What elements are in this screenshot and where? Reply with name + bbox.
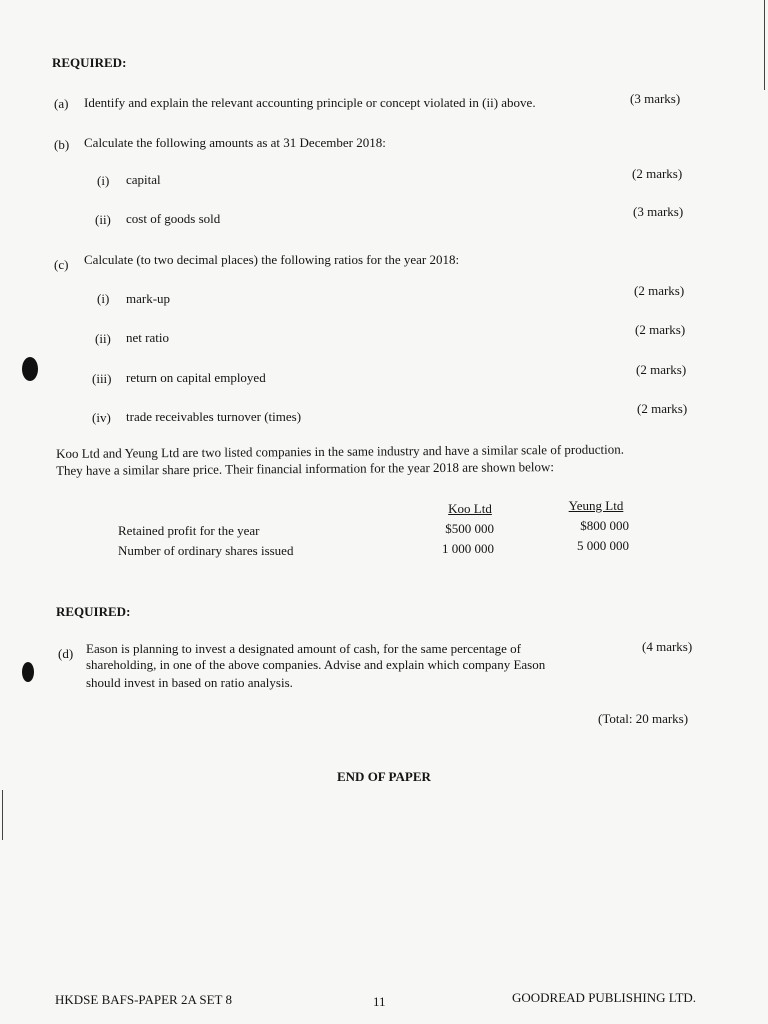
question-b-text: Calculate the following amounts as at 31 December 2018: <box>84 135 386 150</box>
question-b-ii-text: cost of goods sold <box>126 211 221 226</box>
question-c-iv-label: (iv) <box>92 410 111 425</box>
intro-line-2: They have a similar share price. Their financial information for the year 2018 are shown below: <box>56 459 555 478</box>
question-a-marks: (3 marks) <box>630 91 681 106</box>
question-c-iv-marks: (2 marks) <box>637 401 688 416</box>
question-c-iv-text: trade receivables turnover (times) <box>126 409 302 424</box>
question-c-text: Calculate (to two decimal places) the following ratios for the year 2018: <box>84 252 460 267</box>
table-header-yeung: Yeung Ltd <box>568 498 624 513</box>
question-c-i-text: mark-up <box>126 291 171 306</box>
question-d-line-1: Eason is planning to invest a designated amount of cash, for the same percentage of <box>86 641 522 656</box>
question-b-i-marks: (2 marks) <box>632 166 683 181</box>
required-heading: REQUIRED: <box>52 55 127 70</box>
punch-hole-lower <box>22 662 34 682</box>
table-cell-koo-shares: 1 000 000 <box>442 541 494 556</box>
required-heading: REQUIRED: <box>56 604 131 619</box>
footer-page-number: 11 <box>373 994 386 1009</box>
question-c-ii-text: net ratio <box>126 330 169 345</box>
page-edge-left <box>2 790 3 840</box>
question-d-label: (d) <box>58 646 74 661</box>
punch-hole-upper <box>22 357 38 381</box>
table-cell-yeung-shares: 5 000 000 <box>577 538 629 553</box>
question-b-i-text: capital <box>126 172 161 187</box>
question-c-ii-label: (ii) <box>95 331 111 346</box>
table-cell-koo-profit: $500 000 <box>445 521 494 536</box>
question-b-i-label: (i) <box>97 173 110 188</box>
question-c-label: (c) <box>54 257 69 272</box>
question-d-line-3: should invest in based on ratio analysis. <box>86 675 293 690</box>
page-edge-right <box>764 0 765 90</box>
question-d-line-2: shareholding, in one of the above companies. Advise and explain which company Eason <box>86 657 546 672</box>
question-c-i-label: (i) <box>97 291 110 306</box>
total-marks: (Total: 20 marks) <box>598 711 689 726</box>
footer-left: HKDSE BAFS-PAPER 2A SET 8 <box>55 992 232 1007</box>
footer-right: GOODREAD PUBLISHING LTD. <box>512 990 697 1005</box>
end-of-paper: END OF PAPER <box>337 769 431 784</box>
table-row-label: Number of ordinary shares issued <box>118 543 294 558</box>
table-row-label: Retained profit for the year <box>118 523 260 538</box>
question-c-i-marks: (2 marks) <box>634 283 685 298</box>
intro-line-1: Koo Ltd and Yeung Ltd are two listed companies in the same industry and have a similar scale of production. <box>56 441 625 461</box>
question-d-marks: (4 marks) <box>642 639 693 654</box>
question-b-ii-label: (ii) <box>95 212 111 227</box>
table-header-koo: Koo Ltd <box>448 501 492 516</box>
question-b-label: (b) <box>54 137 70 152</box>
question-a-text: Identify and explain the relevant accounting principle or concept violated in (ii) above. <box>84 95 536 110</box>
question-c-iii-label: (iii) <box>92 371 112 386</box>
question-c-ii-marks: (2 marks) <box>635 322 686 337</box>
question-a-label: (a) <box>54 96 69 111</box>
question-c-iii-text: return on capital employed <box>126 370 266 385</box>
question-c-iii-marks: (2 marks) <box>636 362 687 377</box>
table-cell-yeung-profit: $800 000 <box>580 518 629 533</box>
question-b-ii-marks: (3 marks) <box>633 204 684 219</box>
